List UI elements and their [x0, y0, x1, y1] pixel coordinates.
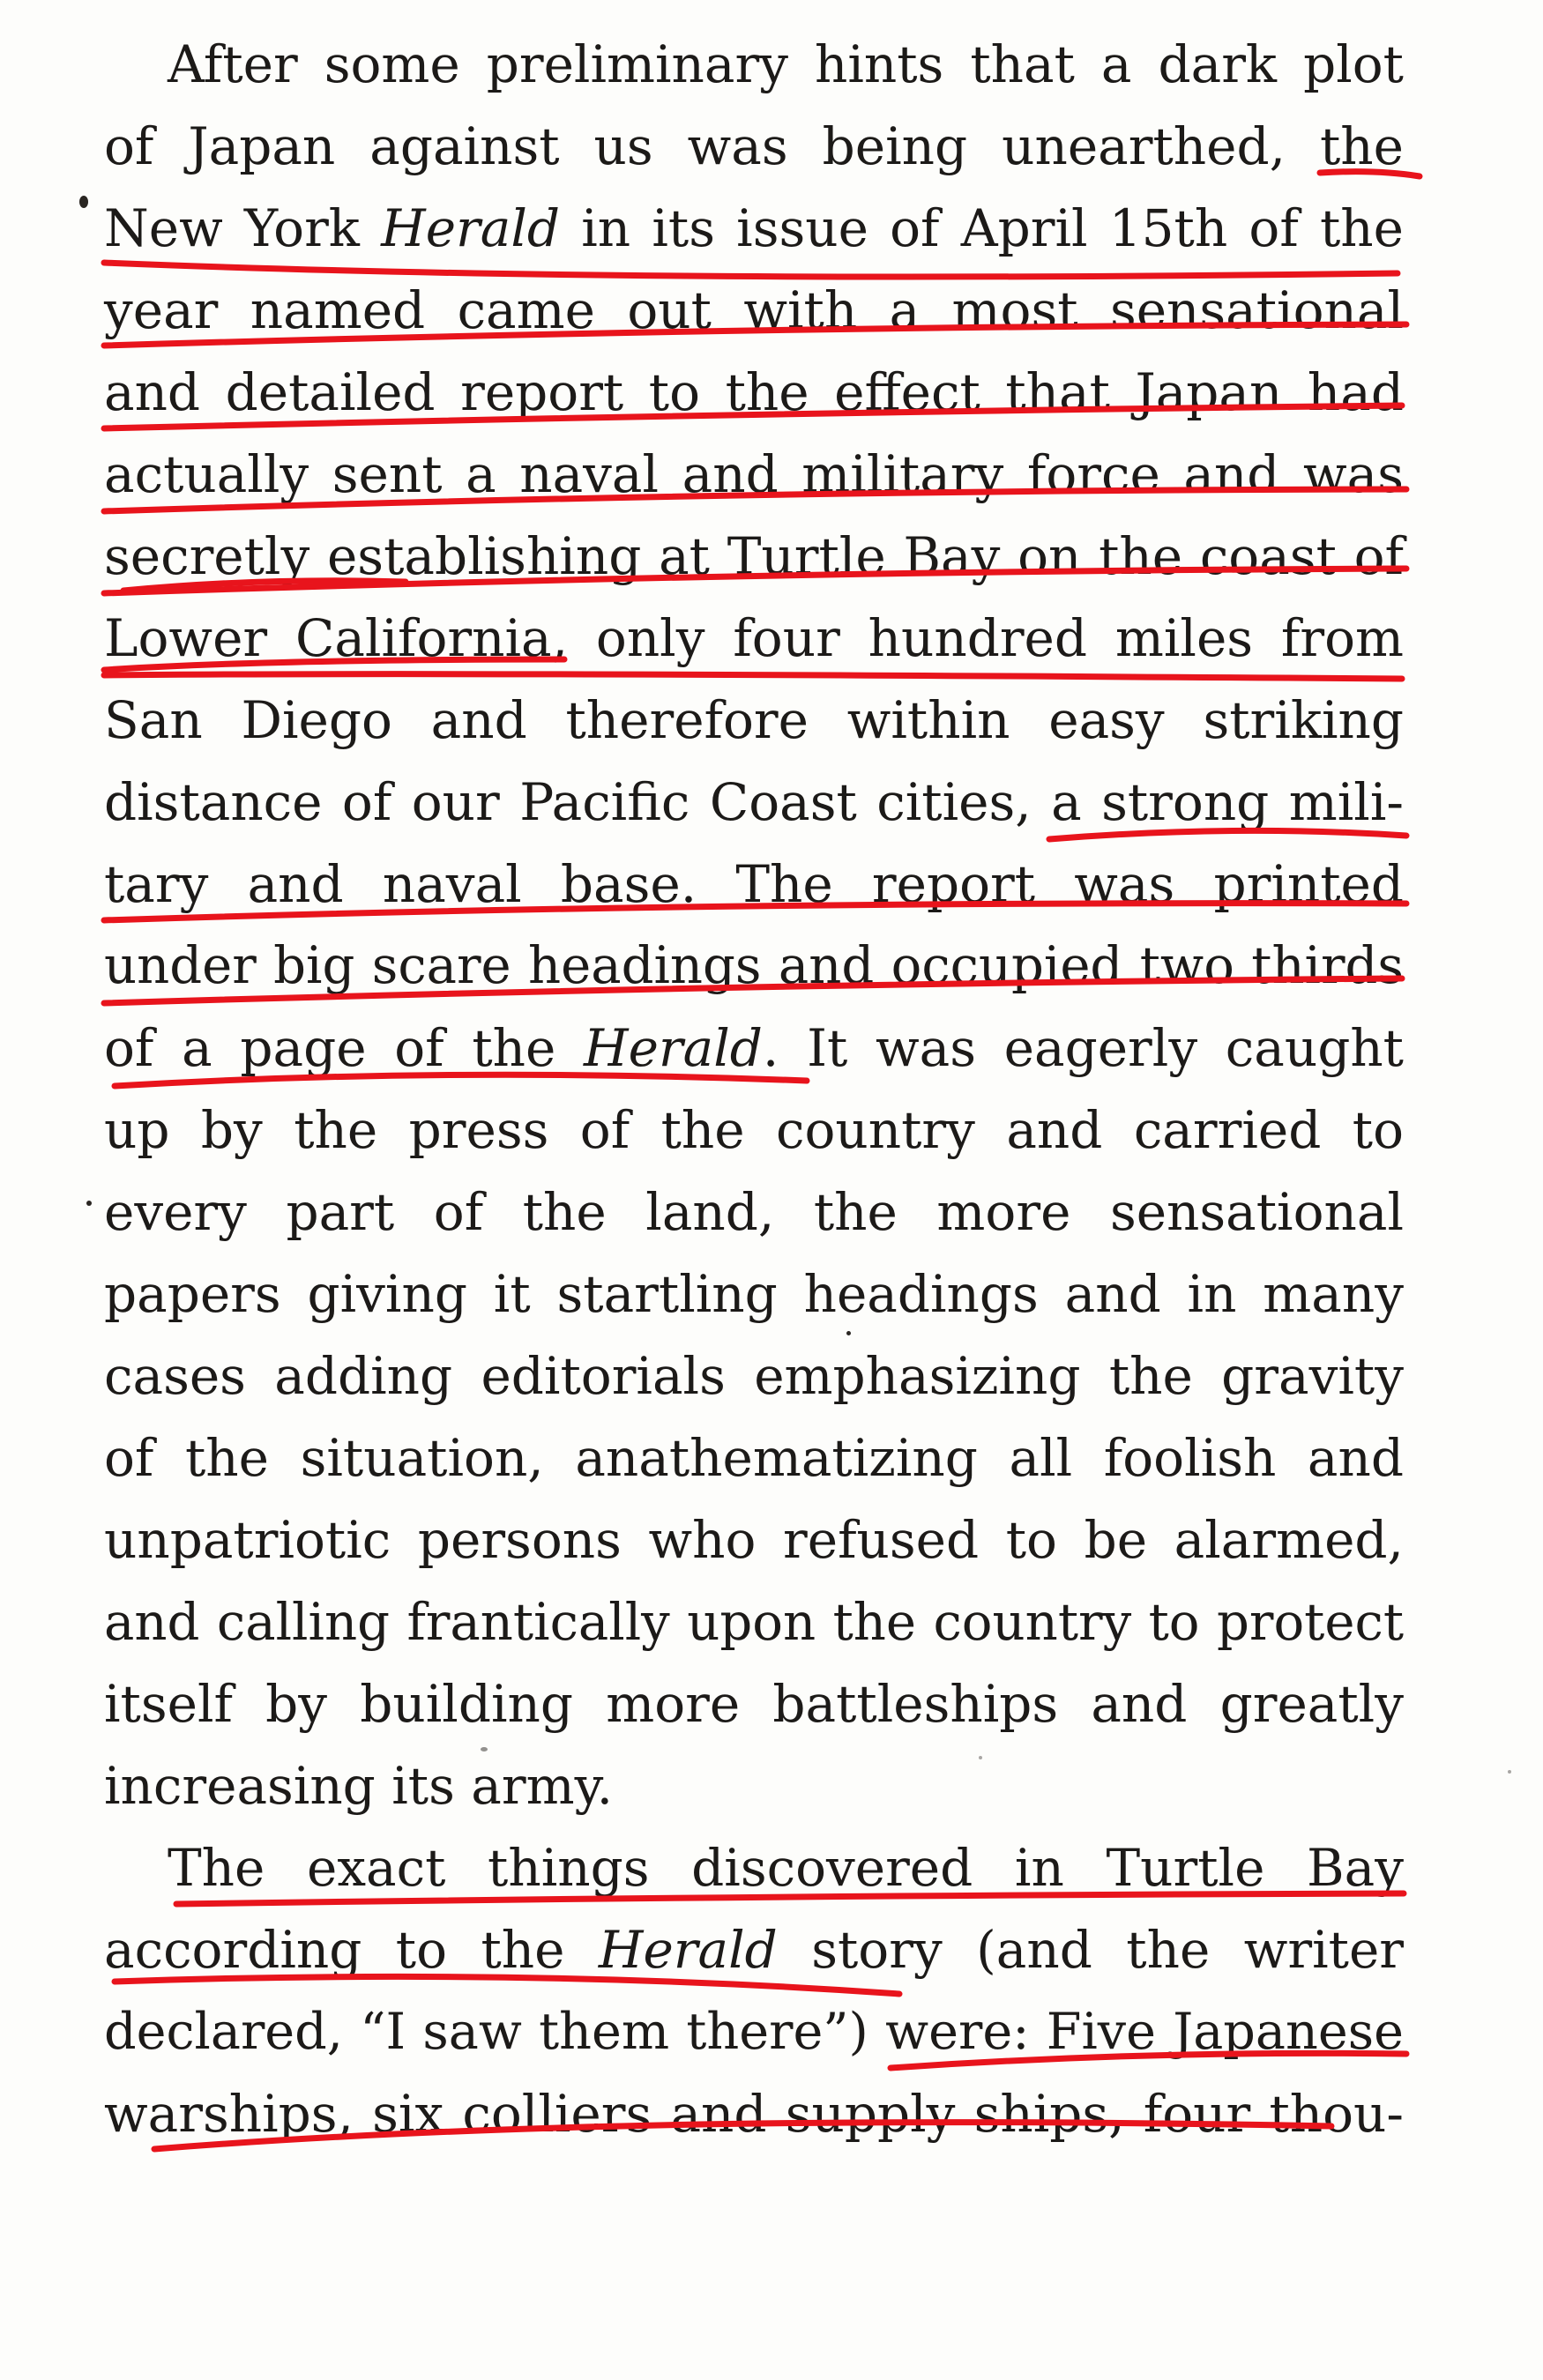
text-line: secretly establishing at Turtle Bay on the coast of [104, 526, 1404, 586]
text-line: and detailed report to the effect that Japan had [104, 362, 1404, 422]
text-line: The exact things discovered in Turtle Bay [168, 1838, 1404, 1898]
scan-speck [481, 1747, 488, 1752]
text-line: and calling frantically upon the country to protect [104, 1592, 1404, 1652]
text-line: actually sent a naval and military force and was [104, 444, 1404, 504]
red-underline [104, 263, 1398, 277]
text-line: year named came out with a most sensational [104, 280, 1404, 340]
text-line: After some preliminary hints that a dark plot [168, 34, 1404, 94]
scan-speck [86, 1201, 92, 1206]
text-line: tary and naval base. The report was printed [104, 854, 1404, 914]
scan-speck [979, 1756, 982, 1759]
text-line: unpatriotic persons who refused to be alarmed, [104, 1510, 1404, 1570]
text-line: under big scare headings and occupied two thirds [104, 936, 1404, 995]
red-underline [104, 674, 1402, 679]
text-line: according to the Herald story (and the writer [104, 1920, 1405, 1980]
text-line: up by the press of the country and carried to [104, 1100, 1404, 1160]
text-line: papers giving it startling headings and in many [104, 1264, 1404, 1324]
text-line: San Diego and therefore within easy striking [104, 690, 1404, 750]
text-line: warships, six colliers and supply ships, four thou- [104, 2084, 1404, 2144]
text-line: every part of the land, the more sensational [104, 1182, 1404, 1242]
text-line: cases adding editorials emphasizing the gravity [104, 1346, 1404, 1406]
text-line: Lower California, only four hundred miles from [104, 608, 1404, 668]
text-line: increasing its army. [104, 1756, 614, 1816]
text-line: distance of our Pacific Coast cities, a strong mili- [104, 772, 1404, 832]
text-line: of Japan against us was being unearthed, the [104, 116, 1404, 176]
text-line: of the situation, anathematizing all foolish and [104, 1428, 1404, 1488]
text-line: New York Herald in its issue of April 15th of the [104, 198, 1404, 258]
text-line: of a page of the Herald. It was eagerly caught [104, 1018, 1404, 1078]
text-line: declared, “I saw them there”) were: Five Japanese [104, 2003, 1404, 2061]
text-line: itself by building more battleships and greatly [104, 1674, 1404, 1734]
scan-speck [846, 1331, 851, 1335]
scan-speck [1508, 1770, 1511, 1774]
scan-speck [79, 196, 88, 208]
